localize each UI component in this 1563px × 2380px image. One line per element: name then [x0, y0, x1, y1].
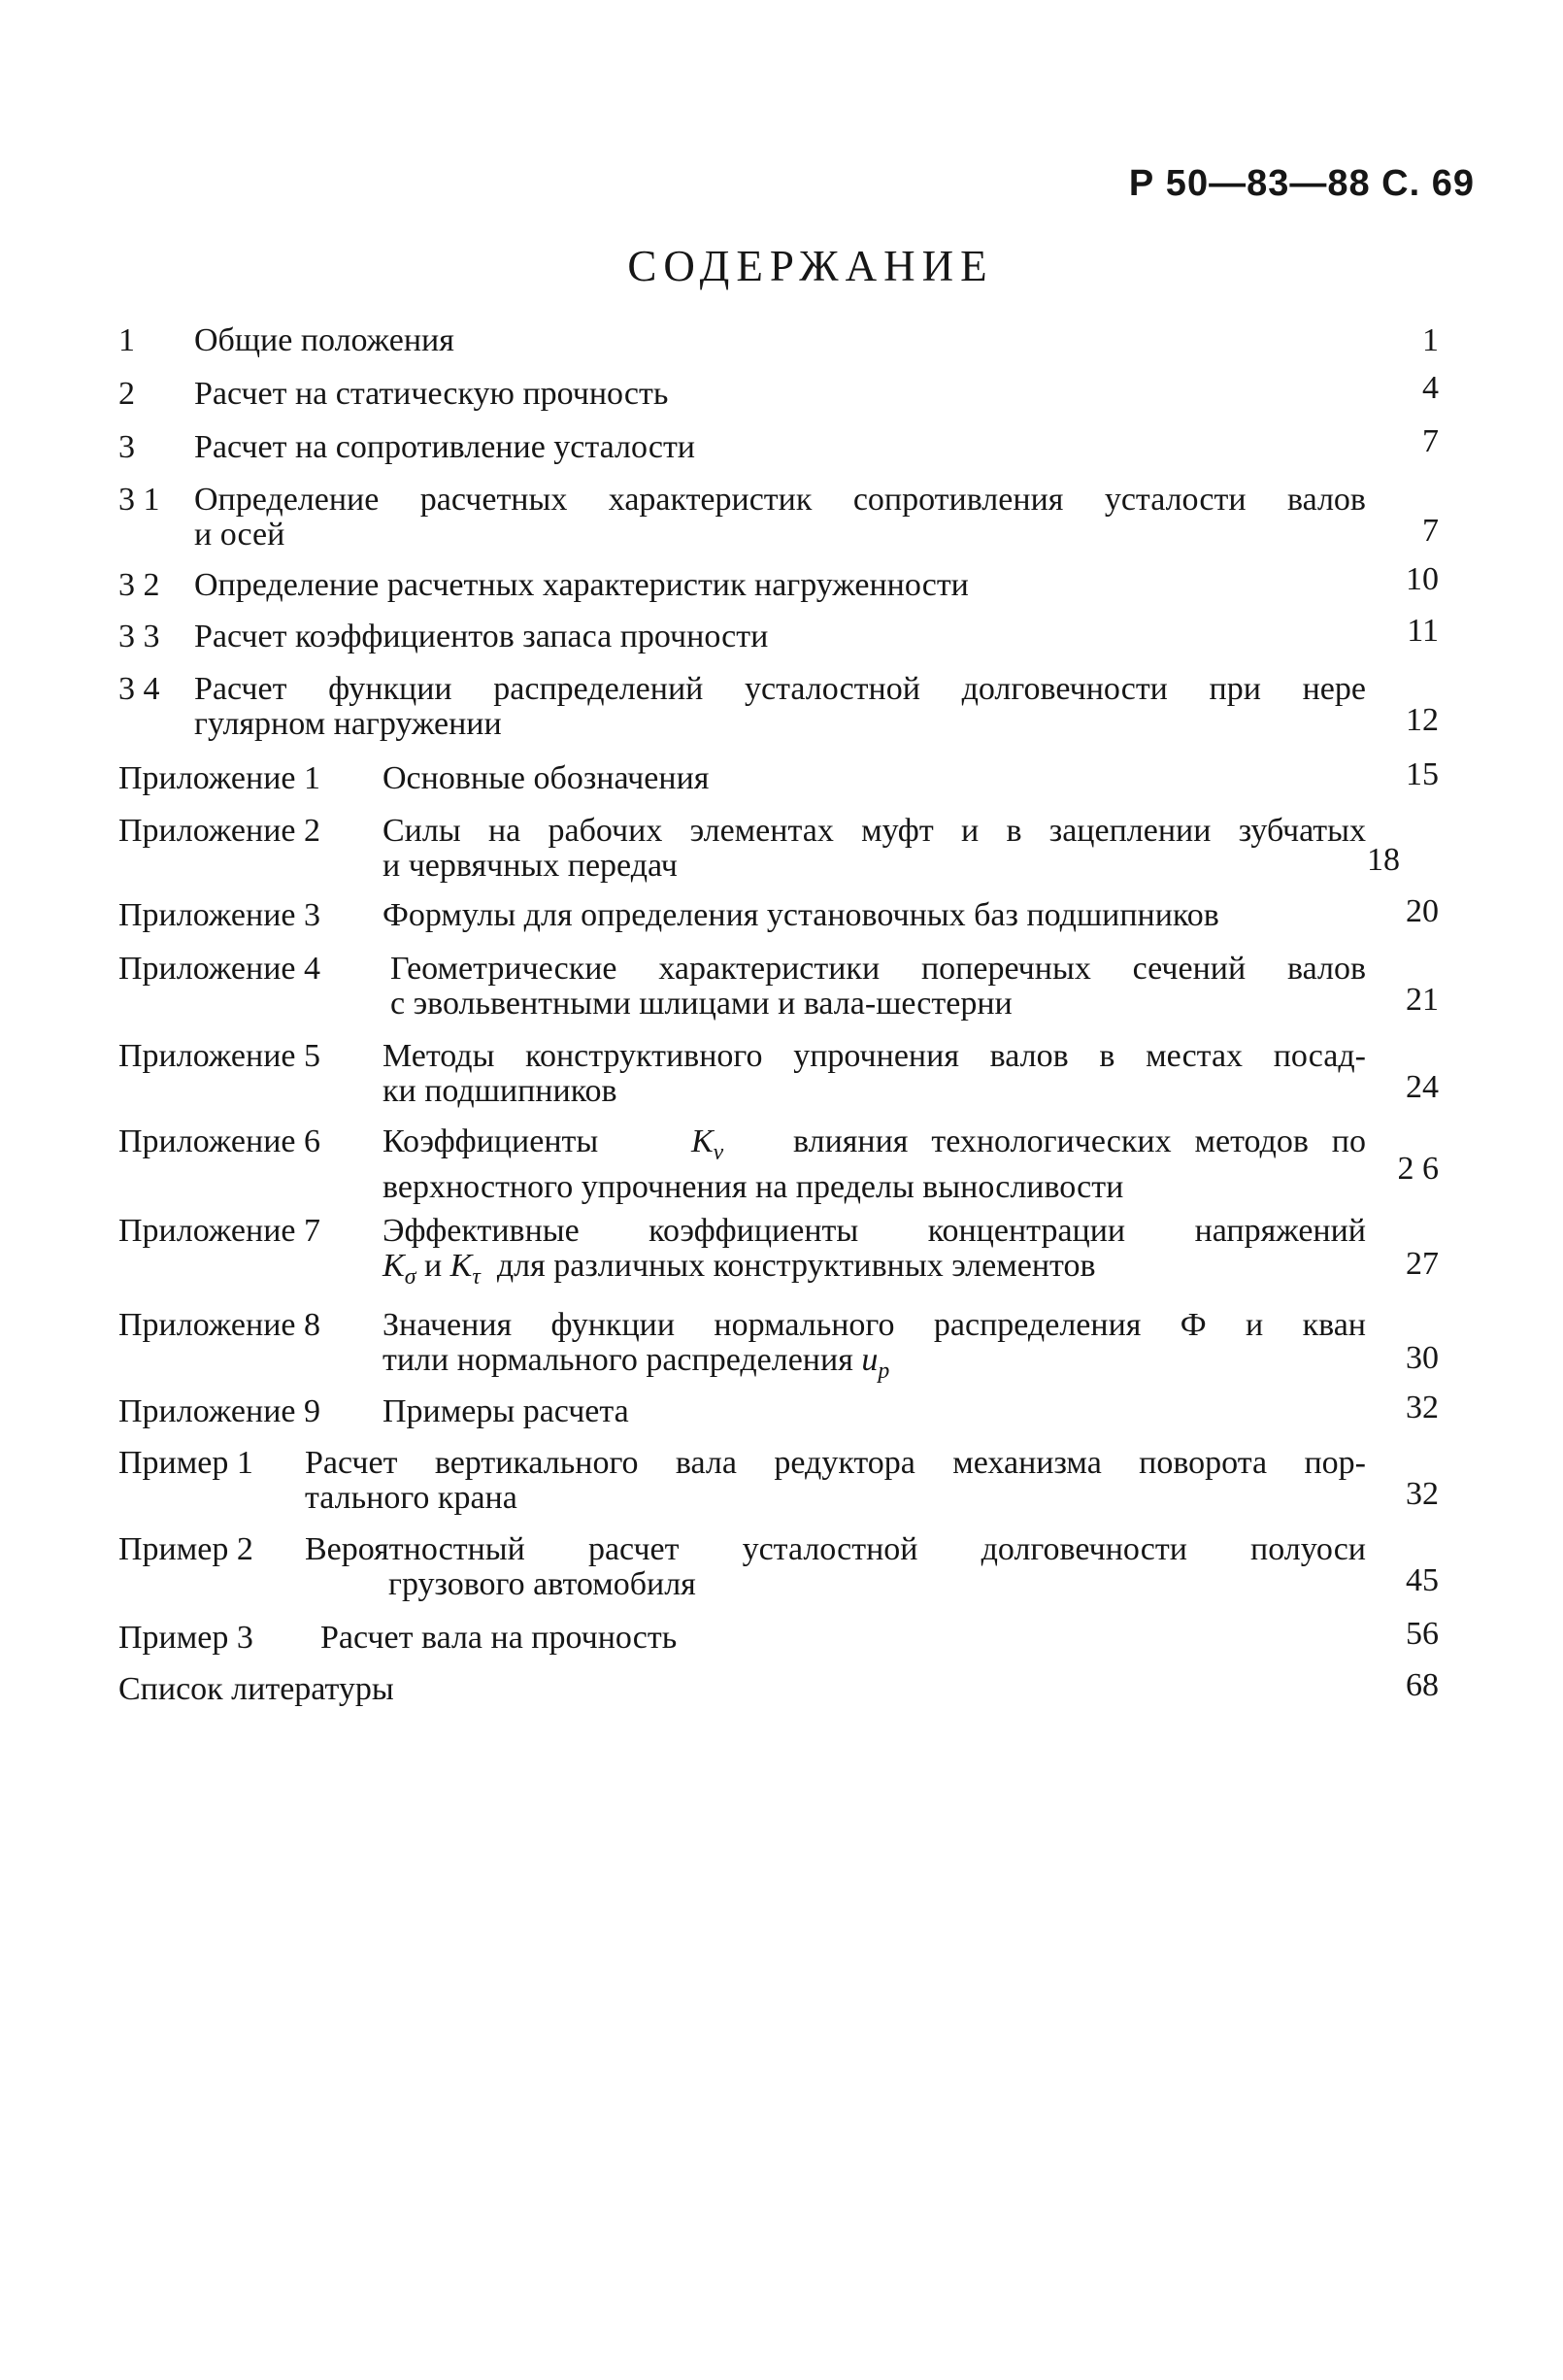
toc-entry-number: Приложение 9 — [118, 1393, 320, 1429]
toc-entry-title: Основные обозначения — [382, 760, 710, 796]
toc-entry[interactable] — [118, 1390, 1439, 1433]
toc-entry-page: 15 — [1406, 756, 1439, 792]
toc-entry-number: 3 — [118, 429, 135, 465]
toc-entry-title: Расчет на статическую прочность — [194, 376, 669, 412]
toc-entry-title: Определение расчетных характеристик нагруженности — [194, 567, 969, 603]
toc-entry-number: Приложение 7 — [118, 1213, 320, 1249]
toc-entry[interactable] — [118, 1308, 1439, 1382]
toc-entry[interactable] — [118, 1446, 1439, 1520]
toc-entry-page: 30 — [1406, 1340, 1439, 1376]
toc-entry[interactable] — [118, 1123, 1439, 1205]
toc-entry-title: Вероятностный расчет усталостной долговечности полуоси грузового автомобиля — [305, 1531, 1366, 1602]
toc-entry-page: 4 — [1422, 370, 1439, 406]
toc-entry-title: Примеры расчета — [382, 1393, 629, 1429]
toc-entry[interactable] — [118, 1532, 1439, 1606]
toc-entry-title: Определение расчетных характеристик сопротивления усталости валов и осей — [194, 482, 1366, 553]
toc-entry[interactable] — [118, 952, 1439, 1025]
toc-entry-title: Методы конструктивного упрочнения валов в местах посад- ки подшипников — [382, 1038, 1366, 1109]
toc-entry-page: 24 — [1406, 1069, 1439, 1105]
toc-entry-number: Приложение 6 — [118, 1123, 320, 1159]
toc-entry-number: 3 3 — [118, 619, 160, 654]
toc-entry-page: 32 — [1406, 1476, 1439, 1512]
toc-entry-page: 11 — [1407, 613, 1439, 649]
toc-entry-number: Пример 2 — [118, 1531, 253, 1567]
toc-entry-page: 12 — [1406, 702, 1439, 738]
toc-entry[interactable] — [118, 756, 1439, 800]
math-u-p: $u_p$ — [861, 1342, 890, 1384]
toc-entry-page: 68 — [1406, 1667, 1439, 1703]
toc-entry-title: Расчет вертикального вала редуктора механизма поворота пор- тального крана — [305, 1445, 1366, 1516]
toc-entry-number: Приложение 5 — [118, 1038, 320, 1074]
toc-entry-number: 3 2 — [118, 567, 160, 603]
toc-entry-title: Список литературы — [118, 1671, 394, 1707]
page-reference: Р 50—83—88 С. 69 — [1128, 163, 1475, 204]
toc-entry-number: Пример 1 — [118, 1445, 253, 1481]
math-k-v: $K_v$ — [690, 1123, 724, 1165]
toc-entry[interactable] — [118, 1039, 1439, 1113]
toc-entry[interactable] — [118, 1667, 1439, 1711]
toc-entry-title: Геометрические характеристики поперечных сечений валов с эвольвентными шлицами и вала-шестерни — [390, 951, 1366, 1022]
toc-entry-title: Эффективные коэффициенты концентрации напряжений $K_\sigma$ и $K_\tau$ для различных конструктивных элементов — [382, 1213, 1366, 1290]
toc-entry-number: Приложение 2 — [118, 813, 320, 849]
toc-entry-page: 18 — [1367, 842, 1400, 878]
toc-entry-page: 56 — [1406, 1616, 1439, 1652]
toc-entry-number: Приложение 4 — [118, 951, 320, 987]
toc-entry-title: Расчет на сопротивление усталости — [194, 429, 695, 465]
toc-entry-title: Расчет функции распределений усталостной долговечности при нере гулярном нагружении — [194, 671, 1366, 742]
toc-entry-number: 3 1 — [118, 482, 160, 518]
toc-entry-page: 1 — [1422, 322, 1439, 358]
toc-entry-number: 3 4 — [118, 671, 160, 707]
toc-entry-number: Приложение 3 — [118, 897, 320, 933]
toc-entry[interactable] — [118, 814, 1439, 888]
toc-entry-page: 2 6 — [1397, 1151, 1439, 1187]
toc-entry-number: Приложение 1 — [118, 760, 320, 796]
toc-entry-number: 2 — [118, 376, 135, 412]
toc-entry-page: 27 — [1406, 1246, 1439, 1282]
math-k-tau: $K_\tau$ — [449, 1248, 481, 1290]
toc-entry-number: Приложение 8 — [118, 1307, 320, 1343]
toc-entry[interactable] — [118, 1214, 1439, 1288]
toc-entry-page: 7 — [1422, 513, 1439, 549]
toc-entry-title: Общие положения — [194, 322, 454, 358]
toc-entry-page: 45 — [1406, 1562, 1439, 1598]
toc-entry-page: 20 — [1406, 893, 1439, 929]
toc-entry-page: 32 — [1406, 1390, 1439, 1425]
toc-entry[interactable] — [118, 893, 1439, 937]
page-title: СОДЕРЖАНИЕ — [627, 242, 994, 290]
toc-entry-number: Пример 3 — [118, 1620, 253, 1656]
toc-entry-page: 21 — [1406, 982, 1439, 1018]
toc-entry-page: 10 — [1406, 561, 1439, 597]
toc-entry-number: 1 — [118, 322, 135, 358]
toc-entry[interactable] — [118, 1616, 1439, 1659]
toc-entry-title: Коэффициенты $K_v$ влияния технологических методов по верхностного упрочнения на пределы выносливости — [382, 1123, 1367, 1205]
toc-entry-page: 7 — [1422, 423, 1439, 459]
toc-entry-title: Силы на рабочих элементах муфт и в зацеплении зубчатых и червячных передач — [382, 813, 1366, 884]
toc-entry-title: Расчет вала на прочность — [320, 1620, 678, 1656]
toc-entry-title: Формулы для определения установочных баз подшипников — [382, 897, 1219, 933]
toc-entry-title: Расчет коэффициентов запаса прочности — [194, 619, 769, 654]
toc-entry-title: Значения функции нормального распределения Ф и кван тили нормального распределения $u_p$ — [382, 1307, 1366, 1384]
math-k-sigma: $K_\sigma$ — [382, 1248, 416, 1290]
